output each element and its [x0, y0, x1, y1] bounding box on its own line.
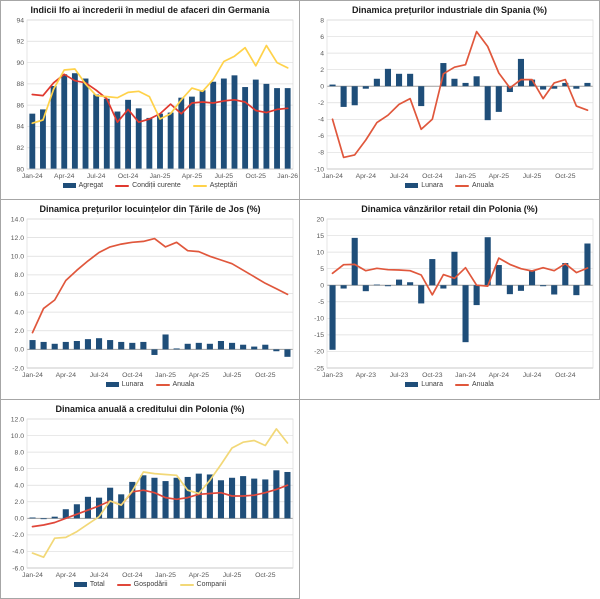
legend-item — [117, 581, 168, 588]
svg-text:Oct-24: Oct-24 — [122, 572, 143, 579]
svg-text:Apr-25: Apr-25 — [188, 372, 209, 379]
svg-text:Oct-24: Oct-24 — [421, 173, 442, 180]
svg-text:Oct-24: Oct-24 — [122, 372, 143, 379]
svg-text:Jul-23: Jul-23 — [389, 372, 408, 379]
svg-text:Apr-24: Apr-24 — [55, 372, 76, 379]
legend-item — [455, 182, 494, 189]
legend-item — [106, 381, 144, 388]
svg-text:-8: -8 — [317, 149, 324, 157]
chart-plot-preturi-locuinte — [2, 215, 298, 381]
svg-text:-6.0: -6.0 — [12, 565, 24, 573]
legend-marker-line — [180, 584, 194, 586]
svg-text:-10: -10 — [313, 315, 324, 323]
svg-text:-2: -2 — [317, 100, 324, 108]
chart-title: Dinamica anuală a creditului din Polonia (%) — [55, 404, 245, 414]
svg-text:2.0: 2.0 — [14, 328, 24, 336]
svg-text:Jul-24: Jul-24 — [522, 372, 541, 379]
chart-panel-ifo-germania — [0, 0, 300, 200]
legend-marker-bar — [106, 382, 119, 387]
svg-text:8.0: 8.0 — [14, 272, 24, 280]
svg-text:-15: -15 — [313, 332, 324, 340]
chart-legend — [1, 381, 299, 391]
legend-label: Lunara — [121, 381, 144, 388]
svg-text:15: 15 — [315, 232, 324, 240]
legend-marker-line — [115, 185, 129, 187]
svg-text:-2.0: -2.0 — [12, 365, 24, 373]
legend-marker-bar — [74, 582, 87, 587]
svg-text:14.0: 14.0 — [10, 216, 24, 224]
legend-item — [405, 381, 443, 388]
svg-text:94: 94 — [16, 17, 24, 25]
svg-text:10: 10 — [315, 249, 324, 257]
legend-marker-line — [156, 384, 170, 386]
svg-text:Jan-24: Jan-24 — [21, 173, 43, 180]
svg-text:Jan-26: Jan-26 — [277, 173, 298, 180]
svg-text:80: 80 — [16, 166, 24, 174]
svg-text:Jul-24: Jul-24 — [89, 372, 109, 379]
svg-text:10.0: 10.0 — [10, 432, 24, 440]
legend-item — [180, 581, 227, 588]
svg-text:Oct-25: Oct-25 — [255, 572, 276, 579]
svg-text:Jan-24: Jan-24 — [321, 173, 343, 180]
legend-label: Anuala — [472, 182, 494, 189]
svg-text:8.0: 8.0 — [14, 449, 24, 457]
chart-legend — [1, 182, 299, 192]
svg-text:Apr-24: Apr-24 — [355, 173, 376, 180]
legend-marker-line — [455, 384, 469, 386]
legend-item — [63, 182, 104, 189]
chart-legend — [300, 381, 599, 391]
svg-text:Apr-23: Apr-23 — [355, 372, 376, 379]
svg-text:82: 82 — [16, 145, 24, 153]
legend-label: Companii — [196, 581, 227, 588]
chart-plot-credit-polonia — [2, 415, 298, 581]
svg-text:90: 90 — [16, 59, 24, 67]
svg-text:0.0: 0.0 — [14, 515, 24, 523]
svg-text:12.0: 12.0 — [10, 416, 24, 424]
svg-text:Oct-24: Oct-24 — [554, 372, 575, 379]
chart-plot-preturi-industriale-spania — [302, 16, 598, 182]
legend-label: Condiții curente — [132, 182, 181, 189]
svg-text:Jul-25: Jul-25 — [222, 572, 242, 579]
svg-text:Jan-25: Jan-25 — [155, 572, 176, 579]
svg-text:-4: -4 — [317, 116, 324, 124]
legend-label: Anuala — [472, 381, 494, 388]
chart-title: Indicii Ifo ai încrederii în mediul de afaceri din Germania — [30, 5, 270, 15]
chart-plot-ifo-germania — [2, 16, 298, 182]
svg-text:Apr-24: Apr-24 — [55, 572, 76, 579]
chart-legend — [300, 182, 599, 192]
legend-label: Gospodării — [133, 581, 168, 588]
chart-title: Dinamica prețurilor industriale din Spania (%) — [351, 5, 548, 15]
svg-text:-4.0: -4.0 — [12, 548, 24, 556]
svg-text:20: 20 — [315, 216, 324, 224]
legend-label: Lunara — [421, 182, 443, 189]
svg-text:10.0: 10.0 — [10, 253, 24, 261]
svg-text:Jan-24: Jan-24 — [22, 572, 43, 579]
svg-text:Oct-25: Oct-25 — [554, 173, 575, 180]
legend-marker-bar — [405, 382, 418, 387]
chart-plot-vanzari-retail — [302, 215, 598, 381]
svg-text:Jan-23: Jan-23 — [321, 372, 343, 379]
svg-text:6.0: 6.0 — [14, 290, 24, 298]
chart-panel-preturi-industriale-spania — [299, 0, 600, 200]
svg-text:-5: -5 — [317, 299, 324, 307]
svg-text:Jul-24: Jul-24 — [389, 173, 408, 180]
svg-text:2.0: 2.0 — [14, 499, 24, 507]
svg-text:0.0: 0.0 — [14, 346, 24, 354]
legend-marker-bar — [405, 183, 418, 188]
legend-item — [156, 381, 195, 388]
legend-item — [74, 581, 105, 588]
svg-text:6: 6 — [319, 33, 324, 41]
svg-text:4.0: 4.0 — [14, 309, 24, 317]
legend-marker-line — [455, 185, 469, 187]
svg-text:-25: -25 — [313, 365, 324, 373]
legend-label: Lunara — [421, 381, 443, 388]
legend-marker-bar — [63, 183, 76, 188]
svg-text:Jul-25: Jul-25 — [222, 372, 242, 379]
svg-text:88: 88 — [16, 81, 24, 89]
chart-legend — [1, 581, 299, 591]
legend-item — [193, 182, 238, 189]
svg-text:Oct-25: Oct-25 — [255, 372, 276, 379]
svg-text:8: 8 — [319, 17, 324, 25]
svg-text:-10: -10 — [313, 166, 324, 174]
svg-text:Apr-25: Apr-25 — [181, 173, 203, 180]
svg-text:-2.0: -2.0 — [12, 532, 24, 540]
svg-text:Apr-24: Apr-24 — [54, 173, 75, 180]
svg-text:Jan-25: Jan-25 — [454, 173, 476, 180]
svg-text:-6: -6 — [317, 133, 324, 141]
svg-text:Apr-25: Apr-25 — [488, 173, 509, 180]
svg-text:Apr-25: Apr-25 — [188, 572, 209, 579]
chart-title: Dinamica prețurilor locuințelor din Țările de Jos (%) — [39, 204, 261, 214]
svg-text:4.0: 4.0 — [14, 482, 24, 490]
svg-text:-20: -20 — [313, 348, 324, 356]
legend-label: Agregat — [78, 182, 104, 189]
svg-text:Jul-25: Jul-25 — [522, 173, 541, 180]
svg-text:2: 2 — [319, 66, 324, 74]
svg-text:0: 0 — [319, 83, 324, 91]
legend-label: Total — [89, 581, 105, 588]
legend-marker-line — [193, 185, 207, 187]
chart-panel-vanzari-retail-polonia — [299, 199, 600, 400]
svg-text:6.0: 6.0 — [14, 465, 24, 473]
legend-label: Așteptări — [209, 182, 238, 189]
svg-text:92: 92 — [16, 38, 24, 46]
chart-panel-preturi-locuinte-tarile-de-jos — [0, 199, 300, 400]
chart-panel-credit-polonia — [0, 399, 300, 599]
legend-marker-line — [117, 584, 131, 586]
svg-text:4: 4 — [319, 50, 324, 58]
svg-text:0: 0 — [319, 282, 324, 290]
svg-text:Jul-24: Jul-24 — [89, 572, 109, 579]
svg-text:Jan-24: Jan-24 — [22, 372, 43, 379]
legend-item — [455, 381, 494, 388]
svg-text:Oct-25: Oct-25 — [245, 173, 266, 180]
chart-title: Dinamica vânzărilor retail din Polonia (%) — [361, 204, 538, 214]
svg-text:Jan-25: Jan-25 — [149, 173, 171, 180]
legend-item — [405, 182, 443, 189]
svg-text:5: 5 — [319, 265, 324, 273]
svg-text:84: 84 — [16, 123, 24, 131]
svg-text:Apr-24: Apr-24 — [488, 372, 509, 379]
svg-text:Oct-23: Oct-23 — [421, 372, 442, 379]
svg-text:12.0: 12.0 — [10, 234, 24, 242]
legend-label: Anuala — [172, 381, 195, 388]
svg-text:86: 86 — [16, 102, 24, 110]
svg-text:Jul-24: Jul-24 — [86, 173, 106, 180]
svg-text:Jan-25: Jan-25 — [155, 372, 176, 379]
legend-item — [115, 182, 181, 189]
svg-text:Oct-24: Oct-24 — [117, 173, 139, 180]
svg-text:Jan-24: Jan-24 — [454, 372, 476, 379]
svg-text:Jul-25: Jul-25 — [214, 173, 234, 180]
